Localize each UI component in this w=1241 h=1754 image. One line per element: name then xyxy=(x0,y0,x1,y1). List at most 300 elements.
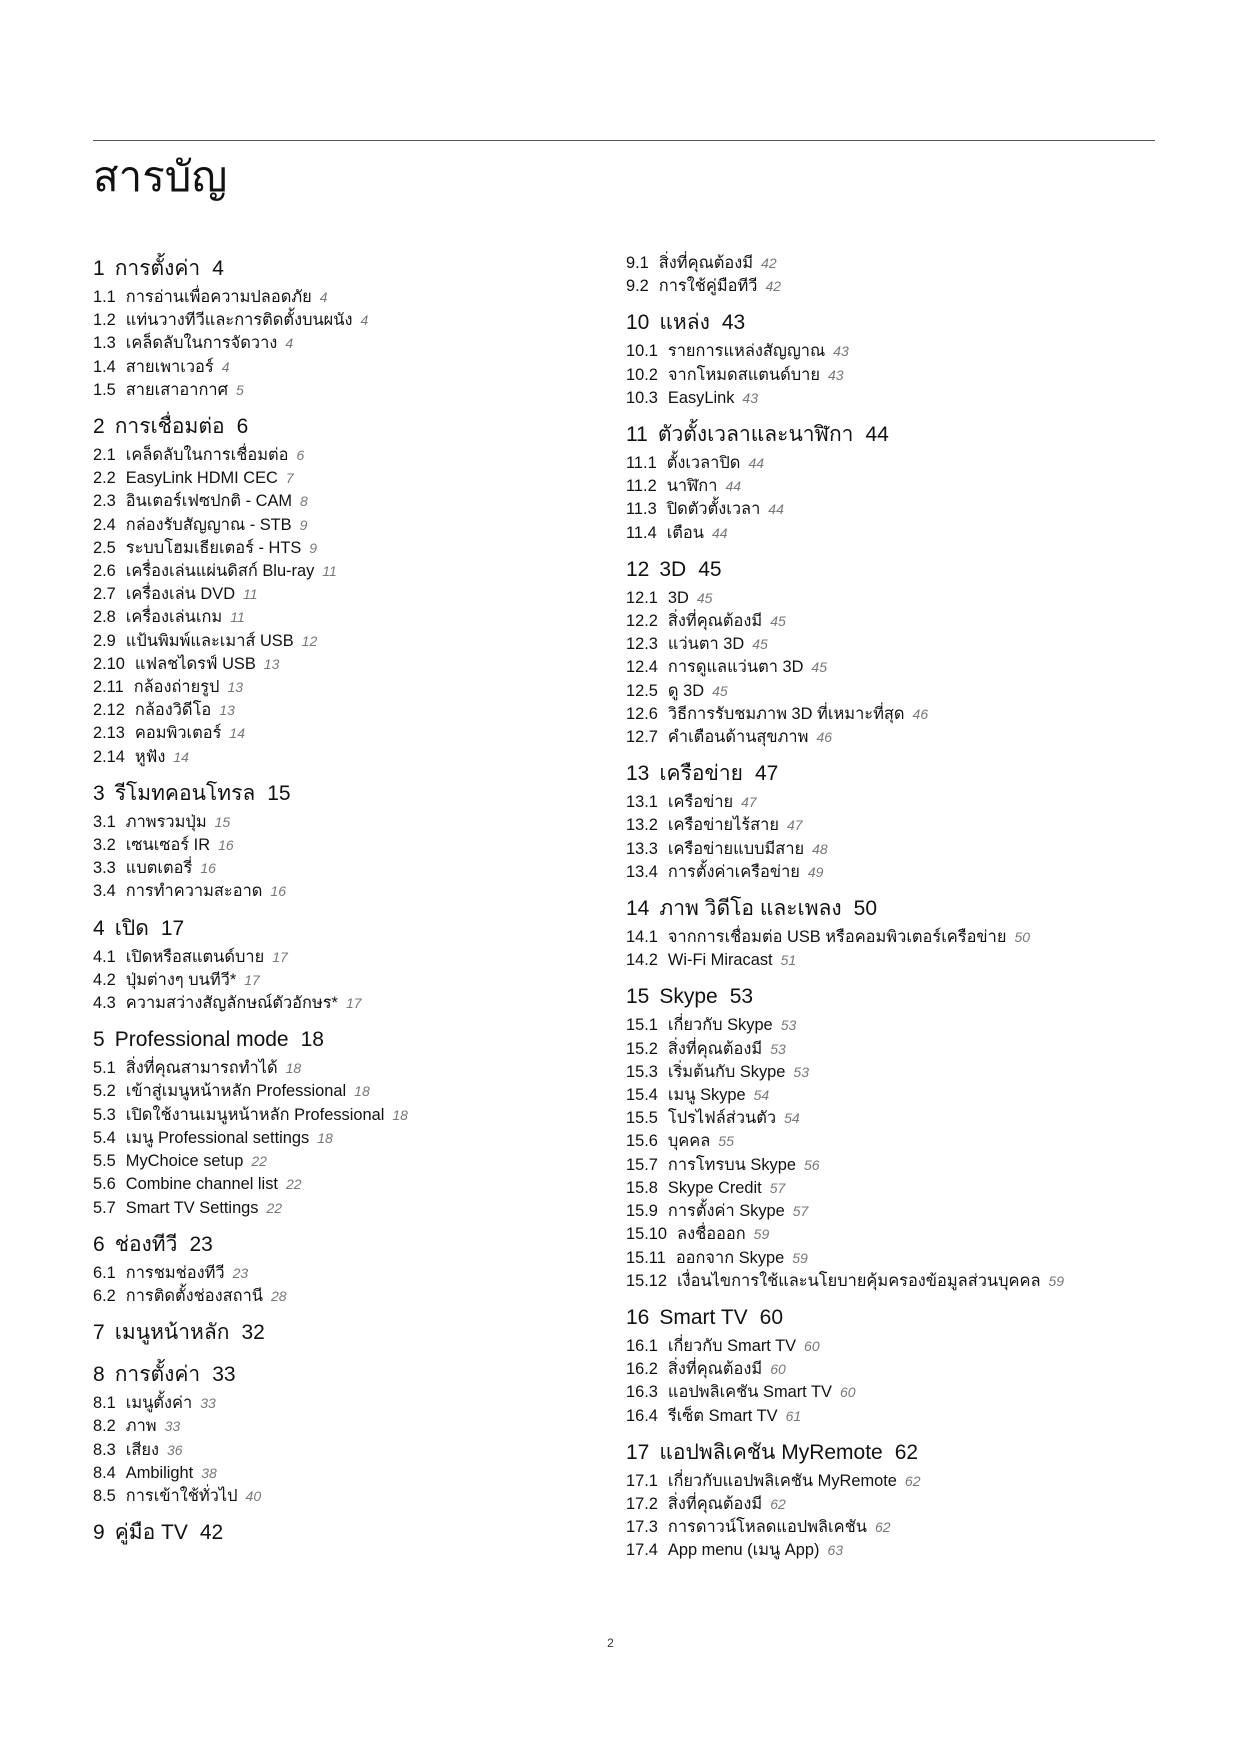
entry-title: เครือข่ายแบบมีสาย xyxy=(667,839,805,858)
entry-number: 8.3 xyxy=(93,1440,116,1459)
toc-entry[interactable] xyxy=(626,275,1186,298)
entry-page: 45 xyxy=(811,659,827,676)
section-page: 6 xyxy=(236,415,249,439)
section-number: 8 xyxy=(93,1363,105,1387)
toc-entry[interactable] xyxy=(626,1381,1186,1404)
entry-page: 45 xyxy=(752,636,768,653)
entry-number: 3.4 xyxy=(93,882,116,901)
entry-page: 16 xyxy=(200,860,216,877)
toc-entry[interactable] xyxy=(626,475,1186,498)
entry-title: ตั้งเวลาปิด xyxy=(666,454,741,473)
section-page: 50 xyxy=(853,897,878,921)
entry-number: 2.13 xyxy=(93,724,125,743)
entry-page: 44 xyxy=(711,524,728,541)
entry-title: สิ่งที่คุณต้องมี xyxy=(658,254,754,272)
entry-title: เมนูตั้งค่า xyxy=(125,1394,193,1413)
entry-number: 1.1 xyxy=(93,288,116,306)
entry-page: 43 xyxy=(827,366,844,383)
page-title: สารบัญ xyxy=(93,153,228,200)
toc-entry[interactable] xyxy=(626,364,1186,387)
entry-title: แฟลชไดรฟ์ USB xyxy=(134,654,256,673)
toc-entry[interactable] xyxy=(93,1127,613,1150)
entry-page: 53 xyxy=(770,1040,786,1057)
section-page: 44 xyxy=(865,423,889,447)
entry-title: เตือน xyxy=(666,523,704,542)
entry-title: Skype Credit xyxy=(667,1178,762,1197)
section-number: 4 xyxy=(93,916,105,940)
section-title: การตั้งค่า xyxy=(114,257,201,280)
entry-page: 59 xyxy=(792,1249,808,1266)
entry-page: 61 xyxy=(785,1407,802,1424)
entry-number: 1.2 xyxy=(93,311,116,330)
entry-page: 42 xyxy=(761,255,777,271)
entry-number: 5.1 xyxy=(93,1059,116,1078)
entry-number: 3.1 xyxy=(93,812,116,831)
entry-page: 53 xyxy=(793,1063,809,1080)
section-page: 43 xyxy=(721,311,746,335)
entry-title: MyChoice setup xyxy=(125,1152,244,1171)
toc-section-heading[interactable] xyxy=(626,298,1186,340)
entry-number: 5.2 xyxy=(93,1082,116,1101)
toc-entry[interactable] xyxy=(626,1177,1186,1200)
toc-entry[interactable] xyxy=(626,587,1186,610)
toc-entry[interactable] xyxy=(93,1197,613,1220)
entry-number: 5.6 xyxy=(93,1175,116,1194)
toc-entry[interactable] xyxy=(626,1084,1186,1107)
toc-entry[interactable] xyxy=(626,1014,1186,1037)
entry-number: 2.4 xyxy=(93,515,116,534)
entry-title: การดูแลแว่นตา 3D xyxy=(667,658,804,677)
entry-title: ออกจาก Skype xyxy=(675,1248,785,1267)
entry-page: 23 xyxy=(232,1264,249,1281)
toc-entry[interactable] xyxy=(626,926,1186,949)
entry-title: บุคคล xyxy=(667,1132,711,1151)
entry-number: 5.4 xyxy=(93,1128,116,1147)
toc-entry[interactable] xyxy=(626,1200,1186,1223)
entry-number: 2.14 xyxy=(93,747,125,766)
toc-entry[interactable] xyxy=(626,452,1186,475)
toc-entry[interactable] xyxy=(626,498,1186,521)
section-title: ตัวตั้งเวลาและนาฬิกา xyxy=(657,423,854,447)
entry-number: 17.4 xyxy=(626,1541,658,1560)
section-title: Professional mode xyxy=(114,1028,289,1052)
entry-title: สิ่งที่คุณต้องมี xyxy=(667,612,763,631)
entry-page: 22 xyxy=(266,1199,283,1216)
toc-entry[interactable] xyxy=(626,726,1186,749)
entry-number: 6.1 xyxy=(93,1263,116,1282)
entry-title: Wi-Fi Miracast xyxy=(667,951,773,970)
entry-page: 44 xyxy=(768,501,784,518)
toc-entry[interactable] xyxy=(626,1247,1186,1270)
entry-page: 43 xyxy=(742,389,758,406)
toc-section-heading[interactable] xyxy=(93,1015,613,1057)
entry-number: 4.3 xyxy=(93,994,116,1013)
entry-title: แท่นวางทีวีและการติดตั้งบนผนัง xyxy=(125,311,353,330)
entry-page: 16 xyxy=(270,883,286,900)
toc-entry[interactable] xyxy=(93,834,613,857)
toc-entry[interactable] xyxy=(93,992,613,1015)
entry-number: 17.3 xyxy=(626,1518,658,1537)
entry-title: โปรไฟล์ส่วนตัว xyxy=(667,1109,777,1128)
entry-title: เครื่องเล่น DVD xyxy=(125,585,236,604)
section-number: 11 xyxy=(626,423,648,447)
toc-entry[interactable] xyxy=(626,1539,1186,1562)
toc-entry[interactable] xyxy=(93,356,613,379)
toc-entry[interactable] xyxy=(93,969,613,992)
entry-number: 15.1 xyxy=(626,1016,658,1035)
entry-page: 46 xyxy=(912,705,929,722)
toc-entry[interactable] xyxy=(626,633,1186,656)
entry-title: สิ่งที่คุณต้องมี xyxy=(667,1494,763,1513)
entry-title: แว่นตา 3D xyxy=(667,635,745,654)
entry-page: 54 xyxy=(753,1087,770,1104)
entry-page: 60 xyxy=(839,1384,856,1401)
toc-entry[interactable] xyxy=(93,606,613,629)
toc-entry[interactable] xyxy=(626,1516,1186,1539)
entry-page: 4 xyxy=(360,312,369,329)
entry-number: 15.10 xyxy=(626,1225,668,1244)
toc-entry[interactable] xyxy=(93,946,613,969)
entry-page: 5 xyxy=(236,381,244,398)
entry-page: 59 xyxy=(753,1226,770,1243)
entry-number: 16.3 xyxy=(626,1383,658,1402)
section-page: 23 xyxy=(189,1232,213,1256)
section-title: เปิด xyxy=(114,916,149,940)
toc-entry[interactable] xyxy=(626,1335,1186,1358)
entry-title: วิธีการรับชมภาพ 3D ที่เหมาะที่สุด xyxy=(667,704,905,723)
toc-entry[interactable] xyxy=(626,1107,1186,1130)
toc-entry[interactable] xyxy=(626,1405,1186,1428)
entry-number: 15.6 xyxy=(626,1132,658,1151)
toc-entry[interactable] xyxy=(626,1493,1186,1516)
entry-title: EasyLink xyxy=(667,388,735,407)
section-page: 17 xyxy=(160,916,185,940)
entry-number: 15.9 xyxy=(626,1202,658,1221)
toc-entry[interactable] xyxy=(93,444,613,467)
entry-page: 14 xyxy=(229,725,245,742)
entry-number: 5.5 xyxy=(93,1152,116,1171)
toc-entry[interactable] xyxy=(93,1150,613,1173)
section-title: การเชื่อมต่อ xyxy=(114,415,225,439)
entry-number: 15.12 xyxy=(626,1271,668,1290)
toc-section-heading[interactable] xyxy=(93,904,613,946)
entry-number: 12.3 xyxy=(626,635,658,654)
entry-page: 11 xyxy=(322,563,337,580)
entry-title: รีเซ็ต Smart TV xyxy=(667,1406,778,1425)
toc-section-heading[interactable] xyxy=(626,749,1186,791)
entry-title: การใช้คู่มือทีวี xyxy=(658,277,758,296)
toc-entry[interactable] xyxy=(93,286,613,309)
entry-number: 1.3 xyxy=(93,334,116,353)
toc-entry[interactable] xyxy=(93,1439,613,1462)
entry-title: แป้นพิมพ์และเมาส์ USB xyxy=(125,631,294,650)
entry-page: 9 xyxy=(309,539,318,556)
toc-entry[interactable] xyxy=(93,722,613,745)
entry-title: Combine channel list xyxy=(125,1175,278,1194)
entry-page: 60 xyxy=(770,1361,786,1378)
toc-entry[interactable] xyxy=(626,1061,1186,1084)
entry-page: 55 xyxy=(718,1133,734,1150)
toc-entry[interactable] xyxy=(93,653,613,676)
entry-number: 11.4 xyxy=(626,523,657,542)
entry-title: สายเพาเวอร์ xyxy=(125,357,214,376)
entry-title: การอ่านเพื่อความปลอดภัย xyxy=(125,288,312,306)
section-number: 1 xyxy=(93,257,105,280)
toc-entry[interactable] xyxy=(93,537,613,560)
toc-entry[interactable] xyxy=(93,332,613,355)
toc-entry[interactable] xyxy=(626,1038,1186,1061)
toc-section-heading[interactable] xyxy=(626,1293,1186,1335)
entry-title: เมนู Skype xyxy=(667,1086,746,1105)
entry-title: เริ่มต้นกับ Skype xyxy=(667,1062,786,1081)
entry-number: 10.2 xyxy=(626,365,658,384)
entry-number: 6.2 xyxy=(93,1286,116,1305)
toc-entry[interactable] xyxy=(93,746,613,769)
entry-number: 4.2 xyxy=(93,970,116,989)
section-title: แอปพลิเคชัน MyRemote xyxy=(659,1440,883,1464)
entry-title: Ambilight xyxy=(125,1463,194,1482)
entry-title: เครือข่าย xyxy=(667,793,734,812)
entry-title: แอปพลิเคชัน Smart TV xyxy=(667,1383,832,1402)
toc-entry[interactable] xyxy=(93,811,613,834)
entry-number: 8.4 xyxy=(93,1463,116,1482)
toc-entry[interactable] xyxy=(93,630,613,653)
entry-page: 48 xyxy=(812,840,828,857)
toc-entry[interactable] xyxy=(93,1080,613,1103)
toc-entry[interactable] xyxy=(93,467,613,490)
entry-page: 9 xyxy=(299,516,308,533)
entry-page: 62 xyxy=(904,1472,921,1489)
toc-entry[interactable] xyxy=(626,1130,1186,1153)
entry-page: 13 xyxy=(219,702,235,719)
entry-page: 50 xyxy=(1014,929,1031,946)
toc-entry[interactable] xyxy=(93,1285,613,1308)
toc-entry[interactable] xyxy=(93,1173,613,1196)
toc-entry[interactable] xyxy=(93,676,613,699)
toc-entry[interactable] xyxy=(93,1057,613,1080)
toc-entry[interactable] xyxy=(93,699,613,722)
entry-page: 22 xyxy=(285,1176,302,1193)
entry-number: 10.3 xyxy=(626,388,658,407)
toc-entry[interactable] xyxy=(93,1462,613,1485)
entry-title: หูฟัง xyxy=(134,747,166,766)
entry-number: 9.1 xyxy=(626,254,649,272)
entry-page: 57 xyxy=(792,1203,809,1220)
toc-entry[interactable] xyxy=(626,838,1186,861)
entry-page: 45 xyxy=(696,589,713,606)
entry-page: 56 xyxy=(803,1156,820,1173)
toc-entry[interactable] xyxy=(626,1154,1186,1177)
entry-page: 42 xyxy=(765,278,782,295)
section-page: 53 xyxy=(729,985,754,1009)
toc-section-heading[interactable] xyxy=(626,884,1186,926)
entry-page: 59 xyxy=(1048,1272,1065,1289)
entry-number: 15.3 xyxy=(626,1062,658,1081)
entry-number: 16.4 xyxy=(626,1406,658,1425)
entry-number: 11.1 xyxy=(626,454,657,473)
toc-entry[interactable] xyxy=(93,514,613,537)
entry-page: 13 xyxy=(263,655,280,672)
toc-entry[interactable] xyxy=(626,949,1186,972)
entry-number: 15.5 xyxy=(626,1109,658,1128)
entry-page: 44 xyxy=(748,455,765,472)
entry-title: เคล็ดลับในการจัดวาง xyxy=(125,334,278,353)
section-title: ภาพ วิดีโอ และเพลง xyxy=(659,897,842,921)
entry-number: 5.7 xyxy=(93,1198,116,1217)
toc-entry[interactable] xyxy=(626,610,1186,633)
toc-entry[interactable] xyxy=(93,1485,613,1508)
entry-number: 17.1 xyxy=(626,1471,658,1490)
entry-page: 18 xyxy=(317,1129,333,1146)
entry-title: จากโหมดสแตนด์บาย xyxy=(667,365,820,384)
entry-title: แบตเตอรี่ xyxy=(125,859,193,878)
toc-entry[interactable] xyxy=(626,1470,1186,1493)
entry-page: 14 xyxy=(173,748,189,765)
entry-page: 33 xyxy=(164,1418,181,1435)
entry-number: 12.1 xyxy=(626,588,658,607)
entry-number: 2.1 xyxy=(93,446,116,465)
toc-entry[interactable] xyxy=(626,703,1186,726)
entry-title: เกี่ยวกับแอปพลิเคชัน MyRemote xyxy=(667,1471,897,1490)
entry-page: 47 xyxy=(741,794,757,811)
entry-page: 16 xyxy=(218,837,234,854)
entry-title: กล้องวิดีโอ xyxy=(134,701,212,720)
toc-section-heading[interactable] xyxy=(93,769,613,811)
entry-title: การชมช่องทีวี xyxy=(125,1263,225,1282)
entry-title: ความสว่างสัญลักษณ์ตัวอักษร* xyxy=(125,994,338,1013)
entry-title: Smart TV Settings xyxy=(125,1198,259,1217)
entry-page: 63 xyxy=(827,1542,844,1559)
entry-page: 46 xyxy=(816,729,833,746)
toc-section-heading[interactable] xyxy=(93,1220,613,1262)
entry-title: สิ่งที่คุณต้องมี xyxy=(667,1360,763,1379)
entry-title: ภาพรวมปุ่ม xyxy=(125,812,207,831)
entry-number: 2.2 xyxy=(93,469,116,488)
entry-number: 15.7 xyxy=(626,1155,658,1174)
entry-number: 14.2 xyxy=(626,951,658,970)
toc-entry[interactable] xyxy=(93,1262,613,1285)
toc-entry[interactable] xyxy=(626,340,1186,363)
entry-number: 1.4 xyxy=(93,357,116,376)
entry-page: 22 xyxy=(251,1153,267,1170)
toc-entry[interactable] xyxy=(93,1392,613,1415)
section-page: 15 xyxy=(267,781,291,805)
entry-title: เครื่องเล่นแผ่นดิสก์ Blu-ray xyxy=(125,562,315,581)
toc-entry[interactable] xyxy=(93,560,613,583)
toc-entry[interactable] xyxy=(93,1104,613,1127)
toc-entry[interactable] xyxy=(626,680,1186,703)
toc-section-heading[interactable] xyxy=(626,1428,1186,1470)
entry-page: 17 xyxy=(345,995,362,1012)
top-rule xyxy=(93,140,1155,141)
toc-section-heading[interactable] xyxy=(93,1308,613,1350)
toc-entry[interactable] xyxy=(93,880,613,903)
toc-entry[interactable] xyxy=(93,583,613,606)
entry-page: 4 xyxy=(285,335,294,352)
section-number: 6 xyxy=(93,1232,105,1256)
entry-page: 45 xyxy=(712,682,728,699)
toc-section-heading[interactable] xyxy=(93,1508,613,1550)
toc-section-heading[interactable] xyxy=(626,972,1186,1014)
toc-entry[interactable] xyxy=(626,656,1186,679)
entry-number: 12.2 xyxy=(626,612,658,631)
entry-title: ระบบโฮมเธียเตอร์ - HTS xyxy=(125,538,302,557)
entry-title: App menu (เมนู App) xyxy=(667,1541,820,1560)
toc-entry[interactable] xyxy=(626,1270,1186,1293)
entry-number: 15.4 xyxy=(626,1086,658,1105)
entry-title: สิ่งที่คุณสามารถทำได้ xyxy=(125,1059,278,1078)
toc-entry[interactable] xyxy=(626,814,1186,837)
toc-entry[interactable] xyxy=(93,1415,613,1438)
entry-title: เมนู Professional settings xyxy=(125,1128,310,1147)
toc-entry[interactable] xyxy=(626,791,1186,814)
entry-page: 18 xyxy=(392,1106,408,1123)
entry-title: การโทรบน Skype xyxy=(667,1155,796,1174)
entry-title: รายการแหล่งสัญญาณ xyxy=(667,342,826,361)
entry-page: 11 xyxy=(243,586,258,603)
toc-entry[interactable] xyxy=(626,1358,1186,1381)
entry-number: 5.3 xyxy=(93,1105,116,1124)
entry-number: 8.2 xyxy=(93,1417,116,1436)
entry-title: เงื่อนไขการใช้และนโยบายคุ้มครองข้อมูลส่วนบุคคล xyxy=(677,1271,1041,1290)
entry-title: คำเตือนด้านสุขภาพ xyxy=(667,728,809,747)
entry-title: นาฬิกา xyxy=(666,477,718,496)
section-number: 2 xyxy=(93,415,105,439)
entry-page: 33 xyxy=(200,1395,216,1412)
toc-entry[interactable] xyxy=(93,379,613,402)
entry-number: 2.7 xyxy=(93,585,116,604)
entry-number: 14.1 xyxy=(626,928,658,947)
entry-title: กล้องถ่ายรูป xyxy=(133,678,220,697)
entry-title: เสียง xyxy=(125,1440,160,1459)
section-title: การตั้งค่า xyxy=(114,1363,201,1387)
entry-number: 2.10 xyxy=(93,654,125,673)
toc-section-heading[interactable] xyxy=(93,402,613,444)
section-page: 47 xyxy=(754,762,779,786)
entry-page: 45 xyxy=(770,613,786,630)
toc-section-heading[interactable] xyxy=(93,1350,613,1392)
entry-number: 11.3 xyxy=(626,500,657,519)
page-number: 2 xyxy=(607,1636,614,1650)
entry-title: การทำความสะอาด xyxy=(125,882,263,901)
entry-number: 13.2 xyxy=(626,816,658,835)
toc-section-heading[interactable] xyxy=(626,410,1186,452)
entry-title: เปิดหรือสแตนด์บาย xyxy=(125,947,265,966)
entry-page: 13 xyxy=(227,679,244,696)
section-title: Smart TV xyxy=(659,1305,748,1329)
toc-entry[interactable] xyxy=(626,861,1186,884)
toc-entry[interactable] xyxy=(626,522,1186,545)
entry-number: 4.1 xyxy=(93,947,116,966)
toc-entry[interactable] xyxy=(93,857,613,880)
toc-entry[interactable] xyxy=(93,490,613,513)
toc-entry[interactable] xyxy=(626,1223,1186,1246)
toc-entry[interactable] xyxy=(626,252,1186,275)
entry-number: 12.7 xyxy=(626,728,658,747)
entry-number: 10.1 xyxy=(626,342,658,361)
entry-title: กล่องรับสัญญาณ - STB xyxy=(125,515,292,534)
entry-number: 1.5 xyxy=(93,380,116,399)
section-page: 45 xyxy=(698,557,722,581)
entry-number: 12.5 xyxy=(626,681,658,700)
section-page: 4 xyxy=(212,257,224,280)
toc-entry[interactable] xyxy=(626,387,1186,410)
toc-section-heading[interactable] xyxy=(93,252,613,286)
entry-title: การดาวน์โหลดแอปพลิเคชัน xyxy=(667,1518,867,1537)
toc-section-heading[interactable] xyxy=(626,545,1186,587)
toc-entry[interactable] xyxy=(93,309,613,332)
section-title: 3D xyxy=(659,557,687,581)
